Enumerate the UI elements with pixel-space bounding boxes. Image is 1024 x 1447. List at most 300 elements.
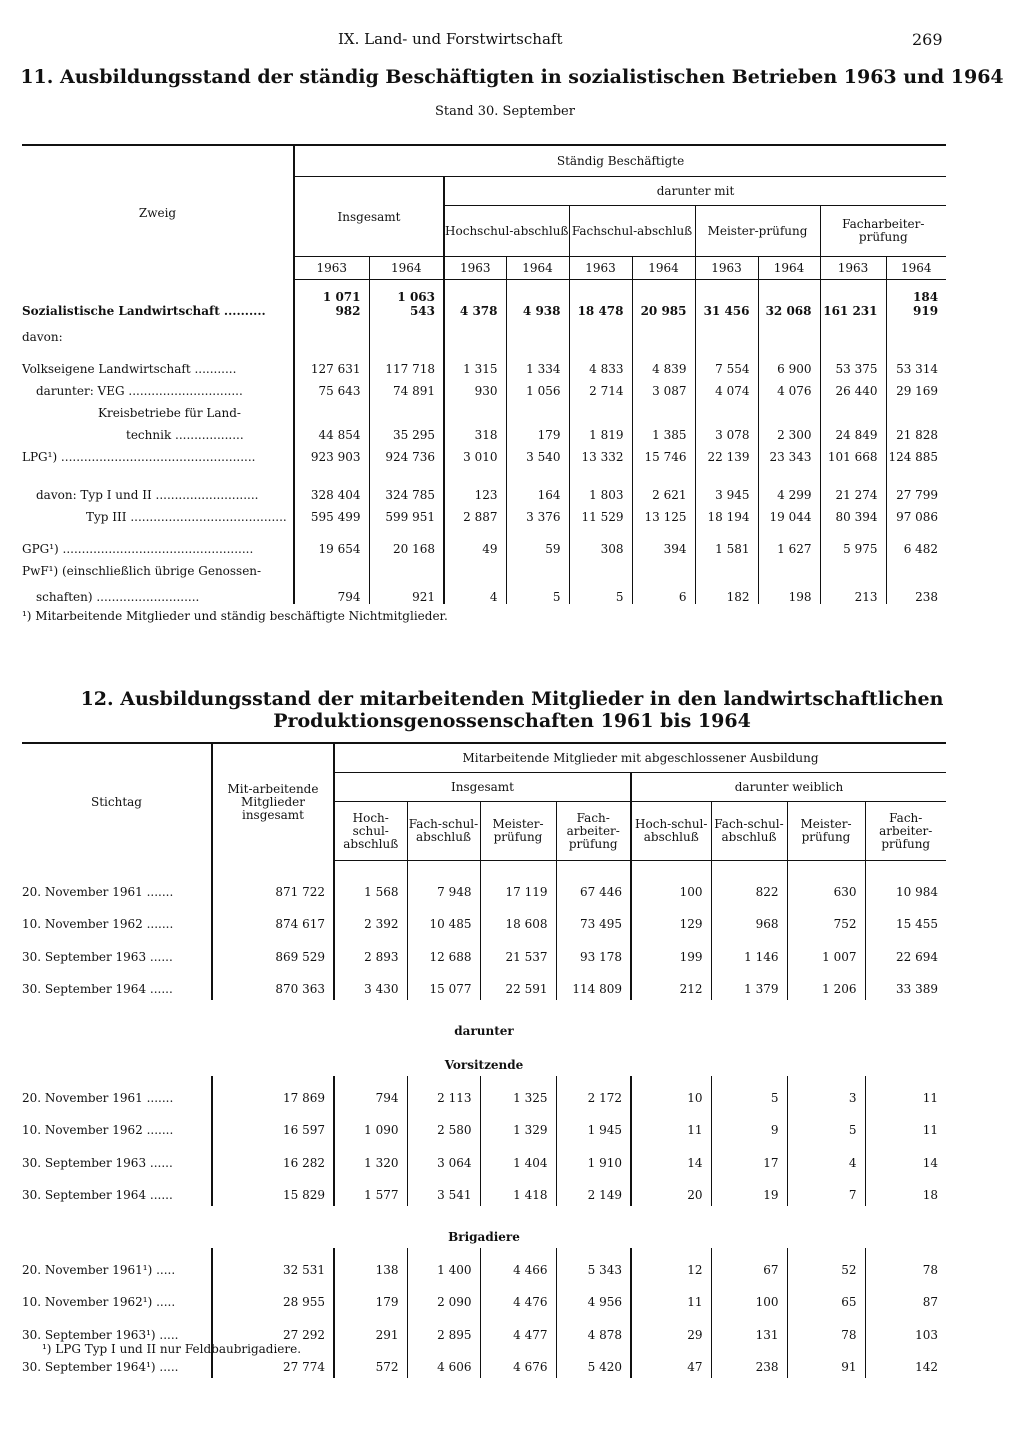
cell-value: 1 581 <box>695 524 758 556</box>
cell-value: 19 044 <box>758 502 820 524</box>
row-label: GPG¹) .................................................. <box>22 541 254 556</box>
cell-value: 874 617 <box>212 903 334 936</box>
table-row <box>22 1313 946 1346</box>
cell-value: 11 <box>865 1076 946 1109</box>
cell-value <box>569 318 632 344</box>
cell-value: 1 325 <box>480 1076 556 1109</box>
cell-value: 3 540 <box>506 442 569 464</box>
table-row <box>22 1141 946 1174</box>
cell-value: 16 282 <box>212 1141 334 1174</box>
cell-value <box>886 556 946 578</box>
row-label: 30. September 1964¹) ..... <box>22 1360 179 1374</box>
table-row <box>22 502 946 524</box>
cell-value: 924 736 <box>369 442 444 464</box>
col-facharbeiter: Fach-arbeiter-prüfung <box>556 802 631 861</box>
cell-value: 7 948 <box>407 861 480 903</box>
cell-value: 100 <box>631 861 711 903</box>
row-label: 20. November 1961¹) ..... <box>22 1262 176 1277</box>
table-row <box>22 524 946 556</box>
cell-value: 13 125 <box>632 502 695 524</box>
col-mitglieder-insgesamt: Mit-arbeitende Mitglieder insgesamt <box>212 743 334 861</box>
table-row <box>22 556 946 578</box>
year-1963: 1963 <box>820 257 886 280</box>
cell-value <box>695 318 758 344</box>
cell-value: 212 <box>631 968 711 1001</box>
cell-value: 1 007 <box>787 935 865 968</box>
cell-value: 871 722 <box>212 861 334 903</box>
cell-value: 6 900 <box>758 344 820 376</box>
col-darunter-mit: darunter mit <box>444 177 946 206</box>
cell-value: 4 676 <box>480 1346 556 1379</box>
table-row <box>22 464 946 502</box>
cell-value: 91 <box>787 1346 865 1379</box>
cell-value <box>369 318 444 344</box>
row-label: LPG¹) ................................................... <box>22 449 256 464</box>
cell-value <box>506 398 569 420</box>
cell-value: 78 <box>787 1313 865 1346</box>
table-row <box>22 935 946 968</box>
row-label: technik .................. <box>126 427 244 442</box>
cell-value: 2 300 <box>758 420 820 442</box>
year-1963: 1963 <box>444 257 506 280</box>
cell-value: 2 090 <box>407 1281 480 1314</box>
cell-value <box>294 556 369 578</box>
cell-value: 11 <box>865 1109 946 1142</box>
cell-value: 1 803 <box>569 464 632 502</box>
cell-value: 18 608 <box>480 903 556 936</box>
cell-value: 3 376 <box>506 502 569 524</box>
row-label: Volkseigene Landwirtschaft ........... <box>22 361 237 376</box>
cell-value: 869 529 <box>212 935 334 968</box>
section-heading-row <box>22 1000 946 1042</box>
cell-value: 9 <box>711 1109 787 1142</box>
table-row <box>22 280 946 318</box>
cell-value: 14 <box>631 1141 711 1174</box>
cell-value: 599 951 <box>369 502 444 524</box>
running-head: IX. Land- und Forstwirtschaft <box>338 30 563 48</box>
cell-value: 17 <box>711 1141 787 1174</box>
cell-value <box>369 398 444 420</box>
cell-value: 595 499 <box>294 502 369 524</box>
cell-value: 1 404 <box>480 1141 556 1174</box>
cell-value: 18 <box>865 1174 946 1207</box>
cell-value: 1 627 <box>758 524 820 556</box>
cell-value: 630 <box>787 861 865 903</box>
cell-value: 29 <box>631 1313 711 1346</box>
cell-value: 31 456 <box>695 280 758 318</box>
cell-value: 47 <box>631 1346 711 1379</box>
cell-value: 23 343 <box>758 442 820 464</box>
cell-value: 318 <box>444 420 506 442</box>
year-1964: 1964 <box>758 257 820 280</box>
cell-value: 930 <box>444 376 506 398</box>
cell-value: 18 194 <box>695 502 758 524</box>
cell-value: 4 <box>787 1141 865 1174</box>
row-label: Sozialistische Landwirtschaft .......... <box>22 303 266 318</box>
row-label: 30. September 1963 ...... <box>22 1155 173 1170</box>
table-row <box>22 420 946 442</box>
col-fachschul-weiblich: Fach-schul-abschluß <box>711 802 787 861</box>
cell-value: 5 <box>711 1076 787 1109</box>
table-row <box>22 376 946 398</box>
year-1963: 1963 <box>695 257 758 280</box>
cell-value: 73 495 <box>556 903 631 936</box>
cell-value: 4 <box>444 578 506 604</box>
cell-value: 1 320 <box>334 1141 407 1174</box>
table-row <box>22 344 946 376</box>
cell-value: 103 <box>865 1313 946 1346</box>
cell-value: 20 168 <box>369 524 444 556</box>
row-label: 10. November 1962 ....... <box>22 1123 174 1137</box>
cell-value: 35 295 <box>369 420 444 442</box>
table11-title: 11. Ausbildungsstand der ständig Beschäftigten in sozialistischen Betrieben 1963 und 1964 <box>20 66 1004 88</box>
section-heading-row <box>22 1042 946 1076</box>
cell-value <box>758 318 820 344</box>
col-stichtag: Stichtag <box>22 743 212 861</box>
page-header <box>0 30 1024 52</box>
table-row <box>22 578 946 604</box>
cell-value: 15 077 <box>407 968 480 1001</box>
table-row <box>22 398 946 420</box>
col-hochschul: Hoch-schul-abschluß <box>334 802 407 861</box>
cell-value: 4 299 <box>758 464 820 502</box>
col-group-ausbildung: Mitarbeitende Mitglieder mit abgeschlossener Ausbildung <box>334 743 946 773</box>
cell-value: 870 363 <box>212 968 334 1001</box>
cell-value: 32 068 <box>758 280 820 318</box>
row-label: Typ III ......................................... <box>86 509 287 524</box>
cell-value: 10 <box>631 1076 711 1109</box>
cell-value: 3 010 <box>444 442 506 464</box>
cell-value: 5 343 <box>556 1248 631 1281</box>
cell-value <box>569 398 632 420</box>
col-fachschul: Fachschul-abschluß <box>569 206 695 257</box>
cell-value: 32 531 <box>212 1248 334 1281</box>
cell-value: 1 071 982 <box>294 280 369 318</box>
cell-value: 129 <box>631 903 711 936</box>
cell-value <box>294 318 369 344</box>
cell-value: 1 568 <box>334 861 407 903</box>
cell-value: 184 919 <box>886 280 946 318</box>
col-meister: Meister-prüfung <box>695 206 820 257</box>
cell-value: 1 418 <box>480 1174 556 1207</box>
cell-value: 117 718 <box>369 344 444 376</box>
table-row <box>22 318 946 344</box>
cell-value: 2 887 <box>444 502 506 524</box>
cell-value: 21 274 <box>820 464 886 502</box>
cell-value: 324 785 <box>369 464 444 502</box>
table-row <box>22 1174 946 1207</box>
cell-value: 53 314 <box>886 344 946 376</box>
cell-value: 182 <box>695 578 758 604</box>
cell-value: 97 086 <box>886 502 946 524</box>
cell-value: 17 119 <box>480 861 556 903</box>
cell-value: 2 149 <box>556 1174 631 1207</box>
col-facharbeiter: Facharbeiter-prüfung <box>820 206 946 257</box>
cell-value: 4 956 <box>556 1281 631 1314</box>
cell-value: 5 975 <box>820 524 886 556</box>
section-heading: Brigadiere <box>448 1230 520 1244</box>
cell-value: 59 <box>506 524 569 556</box>
table11 <box>22 144 946 604</box>
cell-value <box>294 398 369 420</box>
cell-value: 6 <box>632 578 695 604</box>
cell-value: 5 <box>569 578 632 604</box>
row-label: schaften) ........................... <box>36 589 200 604</box>
cell-value: 5 420 <box>556 1346 631 1379</box>
cell-value: 15 746 <box>632 442 695 464</box>
cell-value: 21 537 <box>480 935 556 968</box>
year-1963: 1963 <box>294 257 369 280</box>
cell-value: 21 828 <box>886 420 946 442</box>
cell-value: 12 <box>631 1248 711 1281</box>
col-zweig: Zweig <box>22 145 294 280</box>
cell-value: 1 090 <box>334 1109 407 1142</box>
cell-value: 4 606 <box>407 1346 480 1379</box>
cell-value: 2 714 <box>569 376 632 398</box>
cell-value: 22 591 <box>480 968 556 1001</box>
cell-value: 572 <box>334 1346 407 1379</box>
year-1964: 1964 <box>506 257 569 280</box>
row-label: Kreisbetriebe für Land- <box>98 405 241 420</box>
cell-value: 33 389 <box>865 968 946 1001</box>
table-row <box>22 1281 946 1314</box>
cell-value: 80 394 <box>820 502 886 524</box>
cell-value: 1 206 <box>787 968 865 1001</box>
cell-value: 142 <box>865 1346 946 1379</box>
cell-value: 2 392 <box>334 903 407 936</box>
cell-value: 3 064 <box>407 1141 480 1174</box>
cell-value: 11 <box>631 1281 711 1314</box>
row-label: davon: <box>22 329 63 344</box>
cell-value: 1 945 <box>556 1109 631 1142</box>
cell-value: 4 378 <box>444 280 506 318</box>
cell-value: 5 <box>787 1109 865 1142</box>
cell-value: 19 654 <box>294 524 369 556</box>
cell-value: 100 <box>711 1281 787 1314</box>
table-row <box>22 1109 946 1142</box>
cell-value: 20 <box>631 1174 711 1207</box>
cell-value: 10 485 <box>407 903 480 936</box>
cell-value: 3 430 <box>334 968 407 1001</box>
cell-value: 27 774 <box>212 1346 334 1379</box>
cell-value <box>569 556 632 578</box>
cell-value: 1 334 <box>506 344 569 376</box>
cell-value: 3 087 <box>632 376 695 398</box>
cell-value <box>369 556 444 578</box>
section-heading: Vorsitzende <box>444 1058 524 1072</box>
cell-value: 49 <box>444 524 506 556</box>
cell-value: 19 <box>711 1174 787 1207</box>
cell-value: 4 938 <box>506 280 569 318</box>
cell-value: 179 <box>334 1281 407 1314</box>
cell-value: 27 799 <box>886 464 946 502</box>
cell-value <box>632 556 695 578</box>
cell-value: 15 455 <box>865 903 946 936</box>
table-row <box>22 1248 946 1281</box>
cell-value: 3 <box>787 1076 865 1109</box>
cell-value <box>820 398 886 420</box>
col-insgesamt: Insgesamt <box>294 177 444 257</box>
table-row <box>22 903 946 936</box>
cell-value: 794 <box>294 578 369 604</box>
cell-value: 27 292 <box>212 1313 334 1346</box>
cell-value: 7 <box>787 1174 865 1207</box>
table-row <box>22 442 946 464</box>
cell-value: 20 985 <box>632 280 695 318</box>
cell-value: 3 078 <box>695 420 758 442</box>
table12-title-line1: 12. Ausbildungsstand der mitarbeitenden Mitglieder in den landwirtschaftlichen <box>80 688 944 710</box>
cell-value <box>820 556 886 578</box>
cell-value: 1 146 <box>711 935 787 968</box>
cell-value: 1 577 <box>334 1174 407 1207</box>
cell-value: 3 541 <box>407 1174 480 1207</box>
col-meister-weiblich: Meister-prüfung <box>787 802 865 861</box>
cell-value <box>886 318 946 344</box>
cell-value: 2 895 <box>407 1313 480 1346</box>
cell-value: 164 <box>506 464 569 502</box>
row-label: 20. November 1961 ....... <box>22 1090 174 1105</box>
cell-value: 1 819 <box>569 420 632 442</box>
table-row <box>22 1076 946 1109</box>
cell-value: 2 172 <box>556 1076 631 1109</box>
cell-value: 6 482 <box>886 524 946 556</box>
table-row <box>22 968 946 1001</box>
col-group-staendig: Ständig Beschäftigte <box>294 145 946 177</box>
row-label: 30. September 1963¹) ..... <box>22 1327 179 1342</box>
cell-value: 24 849 <box>820 420 886 442</box>
cell-value: 1 379 <box>711 968 787 1001</box>
cell-value: 101 668 <box>820 442 886 464</box>
cell-value: 2 580 <box>407 1109 480 1142</box>
cell-value <box>632 318 695 344</box>
cell-value: 179 <box>506 420 569 442</box>
cell-value <box>758 398 820 420</box>
cell-value: 4 878 <box>556 1313 631 1346</box>
cell-value: 1 063 543 <box>369 280 444 318</box>
cell-value: 308 <box>569 524 632 556</box>
cell-value: 74 891 <box>369 376 444 398</box>
cell-value <box>506 556 569 578</box>
table12 <box>22 742 946 1378</box>
cell-value: 4 477 <box>480 1313 556 1346</box>
cell-value <box>695 398 758 420</box>
cell-value <box>632 398 695 420</box>
cell-value: 213 <box>820 578 886 604</box>
cell-value: 93 178 <box>556 935 631 968</box>
cell-value: 10 984 <box>865 861 946 903</box>
row-label: 10. November 1962 ....... <box>22 917 174 931</box>
row-label: 20. November 1961 ....... <box>22 884 174 899</box>
cell-value <box>695 556 758 578</box>
col-fachschul: Fach-schul-abschluß <box>407 802 480 861</box>
row-label: davon: Typ I und II ........................... <box>36 487 259 502</box>
cell-value: 794 <box>334 1076 407 1109</box>
cell-value: 921 <box>369 578 444 604</box>
cell-value: 1 400 <box>407 1248 480 1281</box>
cell-value <box>758 556 820 578</box>
cell-value: 4 476 <box>480 1281 556 1314</box>
cell-value: 2 621 <box>632 464 695 502</box>
col-facharbeiter-weiblich: Fach-arbeiter-prüfung <box>865 802 946 861</box>
cell-value: 394 <box>632 524 695 556</box>
cell-value: 1 315 <box>444 344 506 376</box>
cell-value: 198 <box>758 578 820 604</box>
year-1964: 1964 <box>369 257 444 280</box>
cell-value: 1 910 <box>556 1141 631 1174</box>
year-1964: 1964 <box>632 257 695 280</box>
cell-value: 127 631 <box>294 344 369 376</box>
cell-value: 5 <box>506 578 569 604</box>
cell-value: 17 869 <box>212 1076 334 1109</box>
cell-value: 131 <box>711 1313 787 1346</box>
row-label: 30. September 1963 ...... <box>22 949 173 964</box>
cell-value: 16 597 <box>212 1109 334 1142</box>
col-darunter-weiblich: darunter weiblich <box>631 773 946 802</box>
col-meister: Meister-prüfung <box>480 802 556 861</box>
row-label: 30. September 1964 ...... <box>22 1188 173 1202</box>
cell-value: 124 885 <box>886 442 946 464</box>
cell-value: 11 529 <box>569 502 632 524</box>
cell-value: 4 839 <box>632 344 695 376</box>
year-1964: 1964 <box>886 257 946 280</box>
cell-value: 1 385 <box>632 420 695 442</box>
cell-value: 752 <box>787 903 865 936</box>
cell-value: 114 809 <box>556 968 631 1001</box>
cell-value: 1 056 <box>506 376 569 398</box>
cell-value: 4 833 <box>569 344 632 376</box>
cell-value: 44 854 <box>294 420 369 442</box>
cell-value: 65 <box>787 1281 865 1314</box>
cell-value: 22 694 <box>865 935 946 968</box>
cell-value <box>886 398 946 420</box>
cell-value: 161 231 <box>820 280 886 318</box>
col-hochschul-weiblich: Hoch-schul-abschluß <box>631 802 711 861</box>
cell-value: 7 554 <box>695 344 758 376</box>
table11-subtitle: Stand 30. September <box>435 104 575 119</box>
cell-value: 12 688 <box>407 935 480 968</box>
cell-value: 4 466 <box>480 1248 556 1281</box>
cell-value: 2 113 <box>407 1076 480 1109</box>
col-insgesamt: Insgesamt <box>334 773 631 802</box>
cell-value: 18 478 <box>569 280 632 318</box>
cell-value: 238 <box>886 578 946 604</box>
cell-value: 52 <box>787 1248 865 1281</box>
cell-value: 3 945 <box>695 464 758 502</box>
cell-value <box>444 398 506 420</box>
cell-value: 53 375 <box>820 344 886 376</box>
cell-value: 87 <box>865 1281 946 1314</box>
section-heading: darunter <box>454 1024 514 1038</box>
table12-title-line2: Produktionsgenossenschaften 1961 bis 1964 <box>273 710 751 732</box>
cell-value: 4 076 <box>758 376 820 398</box>
cell-value: 67 446 <box>556 861 631 903</box>
section-heading-row <box>22 1206 946 1248</box>
cell-value: 67 <box>711 1248 787 1281</box>
table11-footnote: ¹) Mitarbeitende Mitglieder und ständig beschäftigte Nichtmitglieder. <box>22 609 448 623</box>
cell-value: 123 <box>444 464 506 502</box>
cell-value: 822 <box>711 861 787 903</box>
cell-value <box>444 318 506 344</box>
cell-value: 923 903 <box>294 442 369 464</box>
row-label: 10. November 1962¹) ..... <box>22 1295 176 1309</box>
cell-value: 78 <box>865 1248 946 1281</box>
row-label: 30. September 1964 ...... <box>22 982 173 996</box>
row-label: PwF¹) (einschließlich übrige Genossen- <box>22 563 262 578</box>
cell-value: 968 <box>711 903 787 936</box>
cell-value: 328 404 <box>294 464 369 502</box>
table12-footnote: ¹) LPG Typ I und II nur Feldbaubrigadiere. <box>42 1342 302 1356</box>
cell-value: 26 440 <box>820 376 886 398</box>
